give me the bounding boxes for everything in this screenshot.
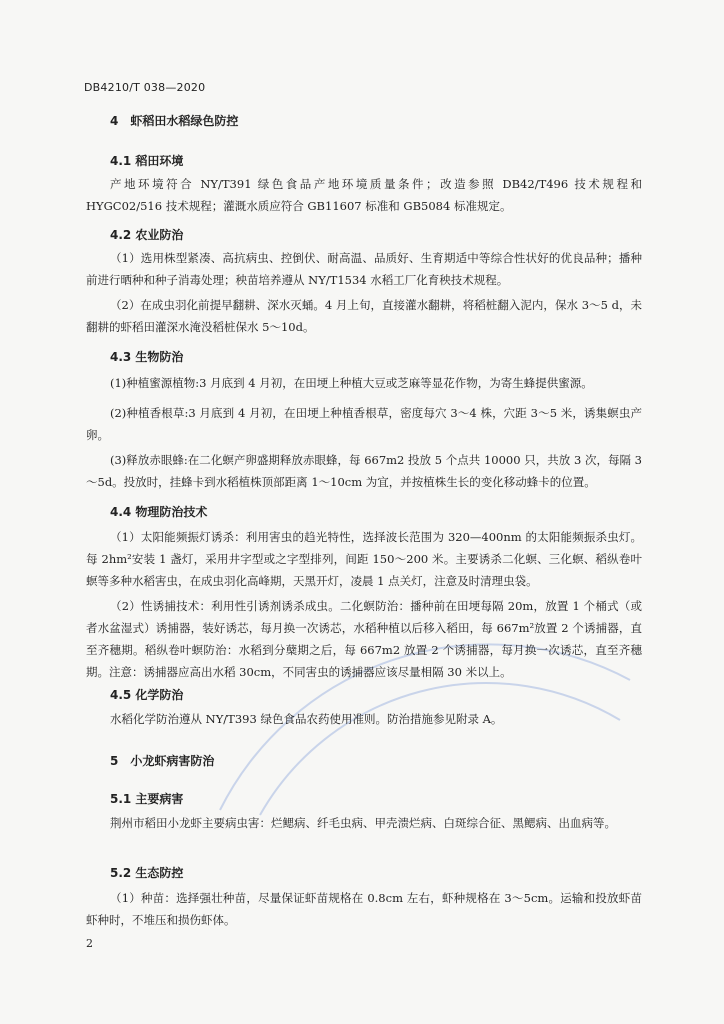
section-4-1-title: 4.1 稻田环境 xyxy=(110,154,184,168)
section-5-2-paragraph: （1）种苗：选择强壮种苗，尽量保证虾苗规格在 0.8cm 左右，虾种规格在 3～5cm。运输和投放虾苗虾种时，不堆压和损伤虾体。 xyxy=(86,891,642,927)
section-4-2-paragraph-1: （1）选用株型紧凑、高抗病虫、控倒伏、耐高温、品质好、生育期适中等综合性状好的优良品种；播种前进行晒种和种子消毒处理；秧苗培养遵从 NY/T1534 水稻工厂化育秧技术规程。 xyxy=(86,251,642,287)
section-4-2-paragraph-2: （2）在成虫羽化前提早翻耕、深水灭蛹。4 月上旬，直接灌水翻耕，将稻桩翻入泥内，保水 3～5 d，未翻耕的虾稻田灌深水淹没稻桩保水 5～10d。 xyxy=(86,298,642,334)
section-4-3-paragraph-1: (1)种植蜜源植物:3 月底到 4 月初，在田埂上种植大豆或芝麻等显花作物，为寄生蜂提供蜜源。 xyxy=(110,376,593,390)
section-4-1-paragraph: 产地环境符合 NY/T391 绿色食品产地环境质量条件；改造参照 DB42/T496 技术规程和 HYGC02/516 技术规程；灌溉水质应符合 GB11607 标准和 GB5084 标准规定。 xyxy=(86,177,642,213)
section-5-1-paragraph: 荆州市稻田小龙虾主要病虫害：烂鳃病、纤毛虫病、甲壳溃烂病、白斑综合征、黑鳃病、出血病等。 xyxy=(110,816,616,830)
section-4-5-title: 4.5 化学防治 xyxy=(110,688,184,702)
section-4-2-title: 4.2 农业防治 xyxy=(110,228,184,242)
page-number: 2 xyxy=(86,937,93,950)
section-4-5-paragraph: 水稻化学防治遵从 NY/T393 绿色食品农药使用准则。防治措施参见附录 A。 xyxy=(110,712,503,726)
section-4-3-paragraph-2: (2)种植香根草:3 月底到 4 月初，在田埂上种植香根草，密度每穴 3～4 株，穴距 3～5 米，诱集螟虫产卵。 xyxy=(86,406,642,442)
section-4-3-paragraph-3: (3)释放赤眼蜂:在二化螟产卵盛期释放赤眼蜂，每 667m2 投放 5 个点共 10000 只，共放 3 次，每隔 3～5d。投放时，挂蜂卡到水稻植株顶部距离 1～10cm 为宜，并按植株生长的变化移动蜂卡的位置。 xyxy=(86,453,642,489)
section-5-2-title: 5.2 生态防控 xyxy=(110,866,184,880)
section-4-title: 4 虾稻田水稻绿色防控 xyxy=(110,114,239,128)
section-5-title: 5 小龙虾病害防治 xyxy=(110,754,215,768)
section-4-4-title: 4.4 物理防治技术 xyxy=(110,505,208,519)
section-5-1-title: 5.1 主要病害 xyxy=(110,792,184,806)
section-4-4-paragraph-1: （1）太阳能频振灯诱杀：利用害虫的趋光特性，选择波长范围为 320—400nm 的太阳能频振杀虫灯。每 2hm²安装 1 盏灯，采用井字型或之字型排列，间距 150～200 米。主要诱杀二化螟、三化螟、稻纵卷叶螟等多种水稻害虫，在成虫羽化高峰期，天黑开灯，凌晨 1 点关灯，注意及时清理虫袋。 xyxy=(86,530,642,588)
document-code: DB4210/T 038—2020 xyxy=(84,81,206,94)
section-4-4-paragraph-2: （2）性诱捕技术：利用性引诱剂诱杀成虫。二化螟防治：播种前在田埂每隔 20m，放置 1 个桶式（或者水盆湿式）诱捕器，装好诱芯，每月换一次诱芯，水稻种植以后移入稻田，每 667m²放置 2 个诱捕器，直至齐穗期。稻纵卷叶螟防治：水稻到分蘖期之后，每 667m2 放置 2 个诱捕器，每月换一次诱芯，直至齐穗期。注意：诱捕器应高出水稻 30cm，不同害虫的诱捕器应该尽量相隔 30 米以上。 xyxy=(86,599,642,679)
section-4-3-title: 4.3 生物防治 xyxy=(110,350,184,364)
